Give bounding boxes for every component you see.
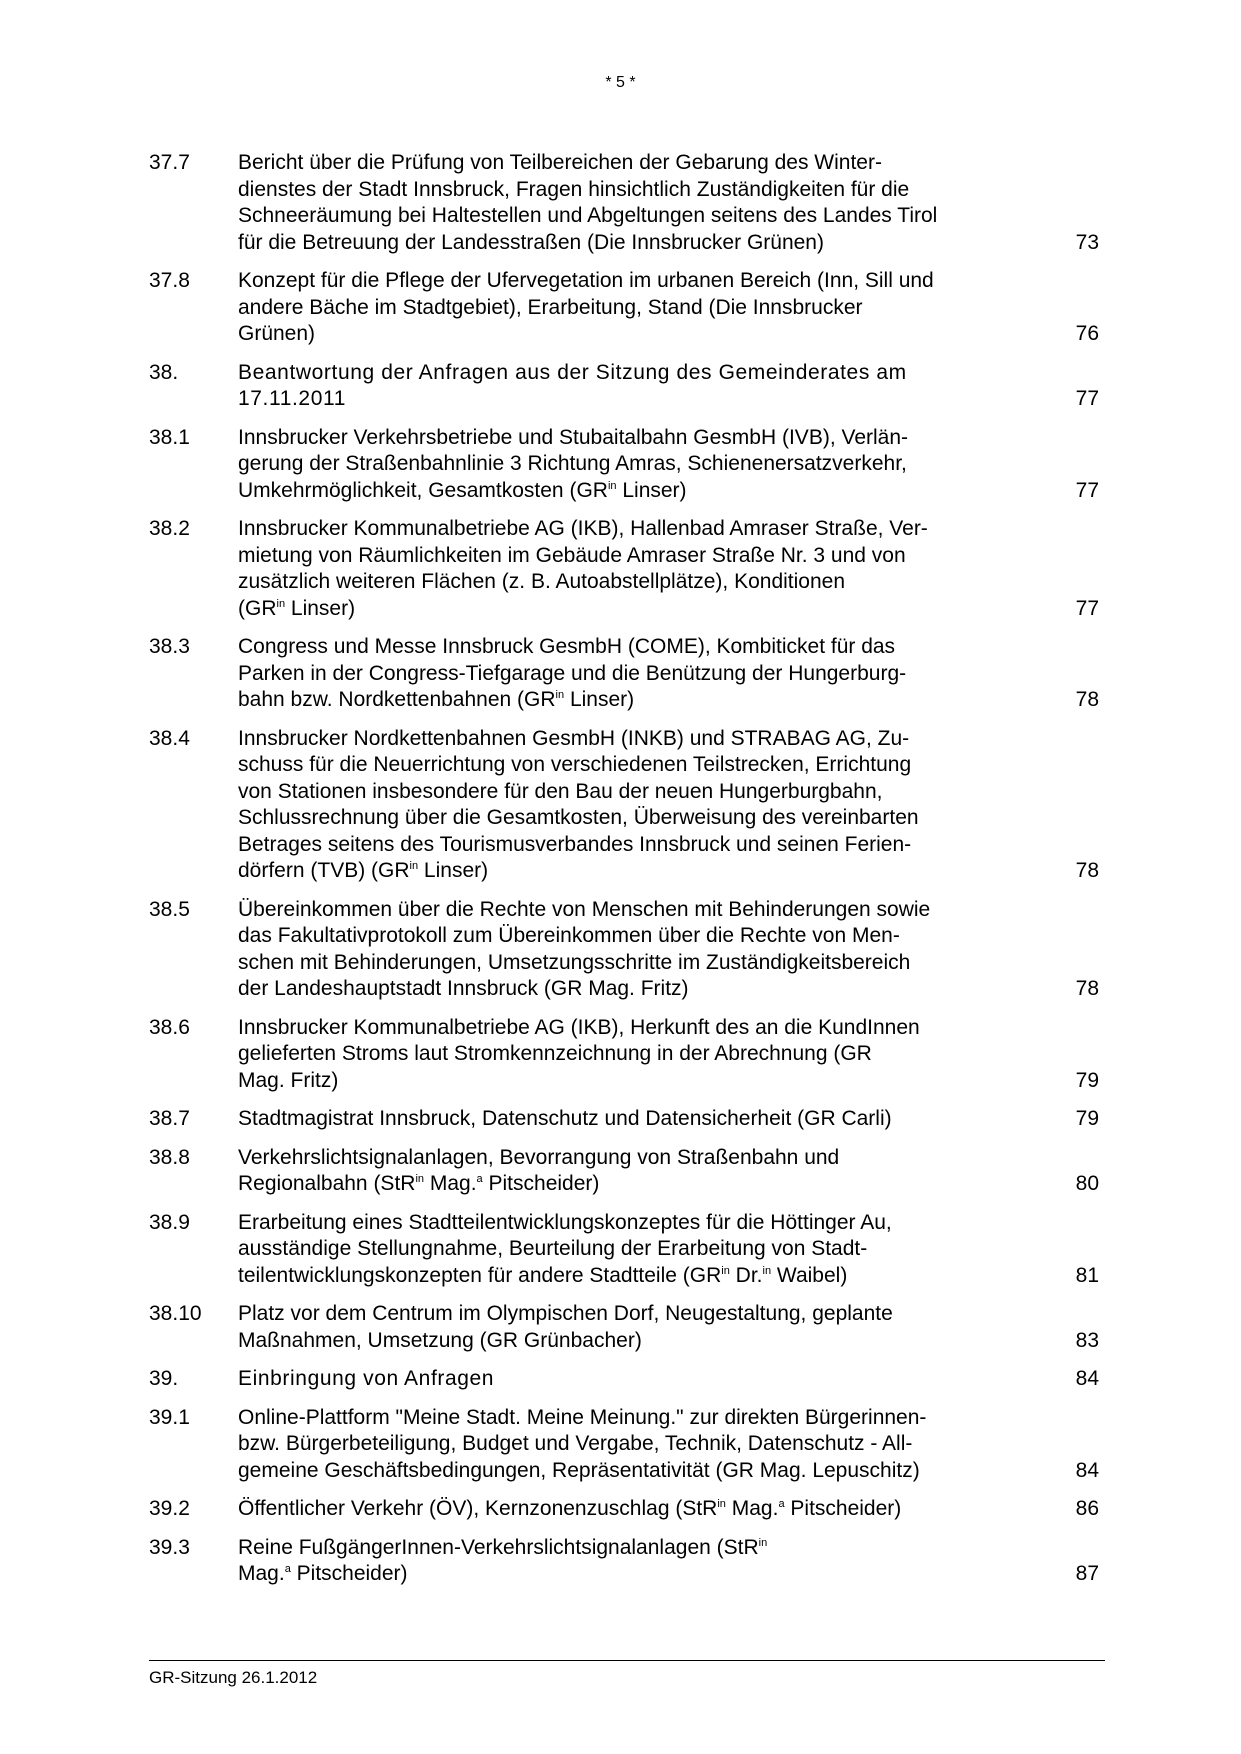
toc-entry-title-line: [238, 1301, 998, 1328]
title-text: Innsbrucker Verkehrsbetriebe und Stubaitalbahn GesmbH (IVB), Verlän-: [238, 425, 909, 449]
toc-entry-title-line: [238, 1210, 998, 1237]
toc-entry-number: 38.: [149, 360, 179, 384]
title-text: Verkehrslichtsignalanlagen, Bevorrangung von Straßenbahn und: [238, 1145, 840, 1169]
toc-entry: [149, 726, 1105, 885]
title-text: (GR: [238, 596, 277, 620]
toc-entry-number: 38.4: [149, 726, 190, 750]
toc-entry-title: [238, 268, 998, 348]
title-text: Linser): [564, 688, 635, 711]
title-text: Maßnahmen, Umsetzung (GR Grünbacher): [238, 1328, 642, 1352]
title-superscript: in: [762, 1264, 772, 1277]
title-text: Reine FußgängerInnen-Verkehrslichtsignalanlagen (StR: [238, 1535, 759, 1559]
title-text: gelieferten Stroms laut Stromkennzeichnung in der Abrechnung (GR: [238, 1042, 872, 1065]
toc-entry-title-line: [238, 1458, 998, 1485]
toc-entry-title: [238, 1145, 998, 1198]
toc-entry-title: [238, 425, 998, 505]
toc-entry-title-line: [238, 752, 998, 779]
toc-entry-title-line: [238, 1366, 998, 1393]
toc-entry-title-line: [238, 543, 998, 570]
toc-section-heading: [149, 360, 1105, 413]
title-superscript: in: [758, 1536, 768, 1549]
toc-entry-title-line: [238, 897, 998, 924]
toc-entry-title-line: [238, 1041, 998, 1068]
toc-entry-title-line: [238, 950, 998, 977]
toc-entry: [149, 634, 1105, 714]
title-text: Übereinkommen über die Rechte von Menschen mit Behinderungen sowie: [238, 897, 931, 921]
toc-entry-title: [238, 1535, 998, 1588]
toc-entry-page-number: 81: [1075, 1263, 1099, 1287]
toc-entry-title-line: [238, 1405, 998, 1432]
toc-entry: [149, 268, 1105, 348]
title-text: Mag.: [238, 1562, 285, 1585]
toc-entry-title-line: [238, 1015, 998, 1042]
toc-entry-title-line: [238, 230, 998, 257]
toc-entry-title-line: [238, 1106, 998, 1133]
footer-divider: [149, 1660, 1105, 1661]
toc-entry-title-line: [238, 726, 998, 753]
toc-entry-title-line: [238, 516, 998, 543]
toc-entry: [149, 425, 1105, 505]
toc-entry-number: 38.8: [149, 1145, 190, 1169]
toc-entry-title: [238, 634, 998, 714]
title-text: bzw. Bürgerbeteiligung, Budget und Vergabe, Technik, Datenschutz - All-: [238, 1432, 913, 1455]
toc-section-heading: [149, 1366, 1105, 1393]
title-text: schen mit Behinderungen, Umsetzungsschritte im Zuständigkeitsbereich: [238, 950, 911, 974]
toc-entry-number: 38.6: [149, 1015, 190, 1039]
toc-entry-page-number: 76: [1075, 322, 1099, 345]
toc-entry-title-line: [238, 1496, 998, 1523]
title-superscript: in: [409, 860, 419, 872]
toc-entry: [149, 516, 1105, 622]
title-text: andere Bäche im Stadtgebiet), Erarbeitung, Stand (Die Innsbrucker: [238, 295, 863, 319]
toc-entry-title-line: [238, 596, 998, 623]
toc-entry-title-line: [238, 1145, 998, 1172]
toc-entry-title: [238, 516, 998, 622]
toc-entry-title-line: [238, 268, 998, 295]
toc-entry-number: 39.: [149, 1367, 179, 1390]
title-text: Pitscheider): [784, 1497, 902, 1520]
toc-entry: [149, 1535, 1105, 1588]
title-text: Schlussrechnung über die Gesamtkosten, Überweisung des vereinbarten: [238, 806, 919, 829]
toc-entry-title: [238, 1496, 998, 1523]
title-text: ausständige Stellungnahme, Beurteilung der Erarbeitung von Stadt-: [238, 1237, 868, 1260]
toc-entry-number: 37.7: [149, 151, 190, 174]
toc-entry-page-number: 73: [1075, 230, 1099, 254]
toc-entry-title-line: [238, 1561, 998, 1588]
toc-entry-title-line: [238, 425, 998, 452]
title-superscript: in: [717, 1498, 726, 1510]
toc-entry-title-line: [238, 386, 998, 413]
toc-entry-title-line: [238, 295, 998, 322]
title-text: dienstes der Stadt Innsbruck, Fragen hinsichtlich Zuständigkeiten für die: [238, 177, 910, 201]
footer-text: GR-Sitzung 26.1.2012: [149, 1668, 318, 1687]
toc-entry-page-number: 77: [1075, 596, 1099, 620]
title-text: Öffentlicher Verkehr (ÖV), Kernzonenzuschlag (StR: [238, 1497, 718, 1520]
toc-entry-title-line: [238, 569, 998, 596]
toc-entry-title-line: [238, 832, 998, 859]
toc-entry-title: [238, 726, 998, 885]
toc-entry-page-number: 80: [1075, 1172, 1099, 1195]
toc-entry-number: 39.1: [149, 1405, 190, 1429]
title-text: Linser): [285, 596, 356, 620]
title-text: von Stationen insbesondere für den Bau der neuen Hungerburgbahn,: [238, 779, 883, 803]
title-text: Innsbrucker Nordkettenbahnen GesmbH (INKB) und STRABAG AG, Zu-: [238, 726, 910, 750]
title-text: bahn bzw. Nordkettenbahnen (GR: [238, 688, 556, 711]
toc-entry-title-line: [238, 321, 998, 348]
toc-entry-title-line: [238, 451, 998, 478]
toc-entry-number: 38.7: [149, 1107, 190, 1130]
toc-entry-title: [238, 360, 998, 413]
toc-entry-number: 38.10: [149, 1302, 202, 1325]
title-text: Pitscheider): [482, 1172, 600, 1195]
title-text: Beantwortung der Anfragen aus der Sitzung des Gemeinderates am: [238, 360, 907, 384]
title-text: Online-Plattform "Meine Stadt. Meine Meinung." zur direkten Bürgerinnen-: [238, 1405, 927, 1429]
title-text: Linser): [616, 478, 687, 502]
title-text: zusätzlich weiteren Flächen (z. B. Autoabstellplätze), Konditionen: [238, 570, 846, 593]
title-superscript: a: [476, 1173, 483, 1185]
toc-entry-page-number: 78: [1075, 859, 1099, 882]
title-text: teilentwicklungskonzepten für andere Stadtteile (GR: [238, 1263, 722, 1287]
toc-entry-number: 39.3: [149, 1535, 190, 1559]
title-text: gemeine Geschäftsbedingungen, Repräsentativität (GR Mag. Lepuschitz): [238, 1458, 920, 1482]
toc-entry-title-line: [238, 1171, 998, 1198]
toc-entry-title-line: [238, 661, 998, 688]
toc-entry: [149, 1301, 1105, 1354]
toc-entry: [149, 1405, 1105, 1485]
toc-entry-title-line: [238, 1068, 998, 1095]
toc-entry: [149, 897, 1105, 1003]
toc-entry-title-line: [238, 360, 998, 387]
toc-entry-number: 38.5: [149, 897, 190, 921]
toc-entry-page-number: 77: [1075, 387, 1099, 410]
title-text: der Landeshauptstadt Innsbruck (GR Mag. Fritz): [238, 977, 689, 1000]
toc-entry-title-line: [238, 976, 998, 1003]
title-superscript: in: [276, 597, 286, 610]
title-text: Pitscheider): [290, 1562, 408, 1585]
toc-entry-title-line: [238, 150, 998, 177]
toc-entry-page-number: 78: [1075, 688, 1099, 711]
toc-entry-title-line: [238, 1328, 998, 1355]
title-text: mietung von Räumlichkeiten im Gebäude Amraser Straße Nr. 3 und von: [238, 543, 906, 567]
toc-entry: [149, 1496, 1105, 1523]
title-text: Stadtmagistrat Innsbruck, Datenschutz und Datensicherheit (GR Carli): [238, 1107, 892, 1130]
toc-entry-title-line: [238, 858, 998, 885]
title-text: schuss für die Neuerrichtung von verschiedenen Teilstrecken, Errichtung: [238, 753, 912, 776]
table-of-contents: [149, 150, 1105, 1600]
toc-entry: [149, 150, 1105, 256]
toc-entry-number: 38.2: [149, 517, 190, 540]
toc-entry-title-line: [238, 1535, 998, 1562]
page-number: * 5 *: [605, 74, 636, 91]
toc-entry-title-line: [238, 923, 998, 950]
title-text: Linser): [418, 859, 489, 882]
toc-entry: [149, 1145, 1105, 1198]
toc-entry-title-line: [238, 634, 998, 661]
title-text: Einbringung von Anfragen: [238, 1367, 495, 1390]
toc-entry-title-line: [238, 1431, 998, 1458]
title-text: gerung der Straßenbahnlinie 3 Richtung Amras, Schienenersatzverkehr,: [238, 452, 907, 475]
toc-entry-page-number: 84: [1075, 1458, 1099, 1482]
title-text: Schneeräumung bei Haltestellen und Abgeltungen seitens des Landes Tirol: [238, 204, 938, 227]
title-text: Erarbeitung eines Stadtteilentwicklungskonzeptes für die Höttinger Au,: [238, 1210, 892, 1234]
toc-entry-number: 39.2: [149, 1497, 190, 1520]
toc-entry: [149, 1015, 1105, 1095]
toc-entry-title-line: [238, 1263, 998, 1290]
title-text: das Fakultativprotokoll zum Übereinkommen über die Rechte von Men-: [238, 924, 900, 947]
title-text: Betrages seitens des Tourismusverbandes Innsbruck und seinen Ferien-: [238, 832, 912, 856]
title-text: Mag.: [725, 1497, 779, 1520]
toc-entry-title: [238, 1301, 998, 1354]
title-text: Waibel): [771, 1263, 848, 1287]
title-text: Platz vor dem Centrum im Olympischen Dorf, Neugestaltung, geplante: [238, 1302, 893, 1325]
title-text: Parken in der Congress-Tiefgarage und die Benützung der Hungerburg-: [238, 661, 907, 685]
toc-entry: [149, 1106, 1105, 1133]
title-superscript: in: [415, 1173, 425, 1185]
toc-entry-title: [238, 897, 998, 1003]
toc-entry-number: 38.1: [149, 425, 190, 449]
title-text: für die Betreuung der Landesstraßen (Die Innsbrucker Grünen): [238, 230, 824, 254]
toc-entry-title: [238, 1106, 998, 1133]
toc-entry-page-number: 86: [1075, 1497, 1099, 1520]
toc-entry-title: [238, 1015, 998, 1095]
title-text: Dr.: [729, 1263, 763, 1287]
toc-entry-page-number: 78: [1075, 977, 1099, 1000]
toc-entry-title: [238, 1210, 998, 1290]
title-text: Regionalbahn (StR: [238, 1172, 416, 1195]
title-superscript: a: [284, 1563, 291, 1575]
toc-entry-title-line: [238, 687, 998, 714]
toc-entry-title-line: [238, 779, 998, 806]
toc-entry-number: 38.3: [149, 635, 190, 658]
title-text: Mag. Fritz): [238, 1068, 339, 1092]
toc-entry-title-line: [238, 177, 998, 204]
toc-entry-page-number: 83: [1075, 1328, 1099, 1352]
toc-entry-title: [238, 1366, 998, 1393]
toc-entry-number: 38.9: [149, 1210, 190, 1234]
toc-entry-page-number: 84: [1075, 1367, 1099, 1390]
title-superscript: in: [555, 689, 565, 701]
toc-entry-title: [238, 150, 998, 256]
toc-entry-title-line: [238, 1236, 998, 1263]
title-text: Bericht über die Prüfung von Teilbereichen der Gebarung des Winter-: [238, 151, 882, 174]
toc-entry-title-line: [238, 478, 998, 505]
title-superscript: in: [607, 479, 617, 492]
toc-entry-title-line: [238, 805, 998, 832]
toc-entry-page-number: 87: [1075, 1562, 1099, 1585]
toc-entry-page-number: 79: [1075, 1068, 1099, 1092]
toc-entry-page-number: 79: [1075, 1107, 1099, 1130]
title-text: Congress und Messe Innsbruck GesmbH (COME), Kombiticket für das: [238, 635, 896, 658]
toc-entry: [149, 1210, 1105, 1290]
toc-entry-number: 37.8: [149, 269, 190, 292]
title-text: Innsbrucker Kommunalbetriebe AG (IKB), Herkunft des an die KundInnen: [238, 1015, 920, 1039]
title-text: 17.11.2011: [238, 387, 346, 410]
title-text: Innsbrucker Kommunalbetriebe AG (IKB), Hallenbad Amraser Straße, Ver-: [238, 517, 928, 540]
toc-entry-title-line: [238, 203, 998, 230]
toc-entry-page-number: 77: [1075, 478, 1099, 502]
toc-entry-title: [238, 1405, 998, 1485]
title-text: Umkehrmöglichkeit, Gesamtkosten (GR: [238, 478, 608, 502]
title-text: Mag.: [424, 1172, 477, 1195]
title-text: Grünen): [238, 322, 316, 345]
title-superscript: a: [778, 1498, 785, 1510]
title-text: dörfern (TVB) (GR: [238, 859, 410, 882]
title-text: Konzept für die Pflege der Ufervegetation im urbanen Bereich (Inn, Sill und: [238, 269, 934, 292]
title-superscript: in: [721, 1264, 730, 1277]
